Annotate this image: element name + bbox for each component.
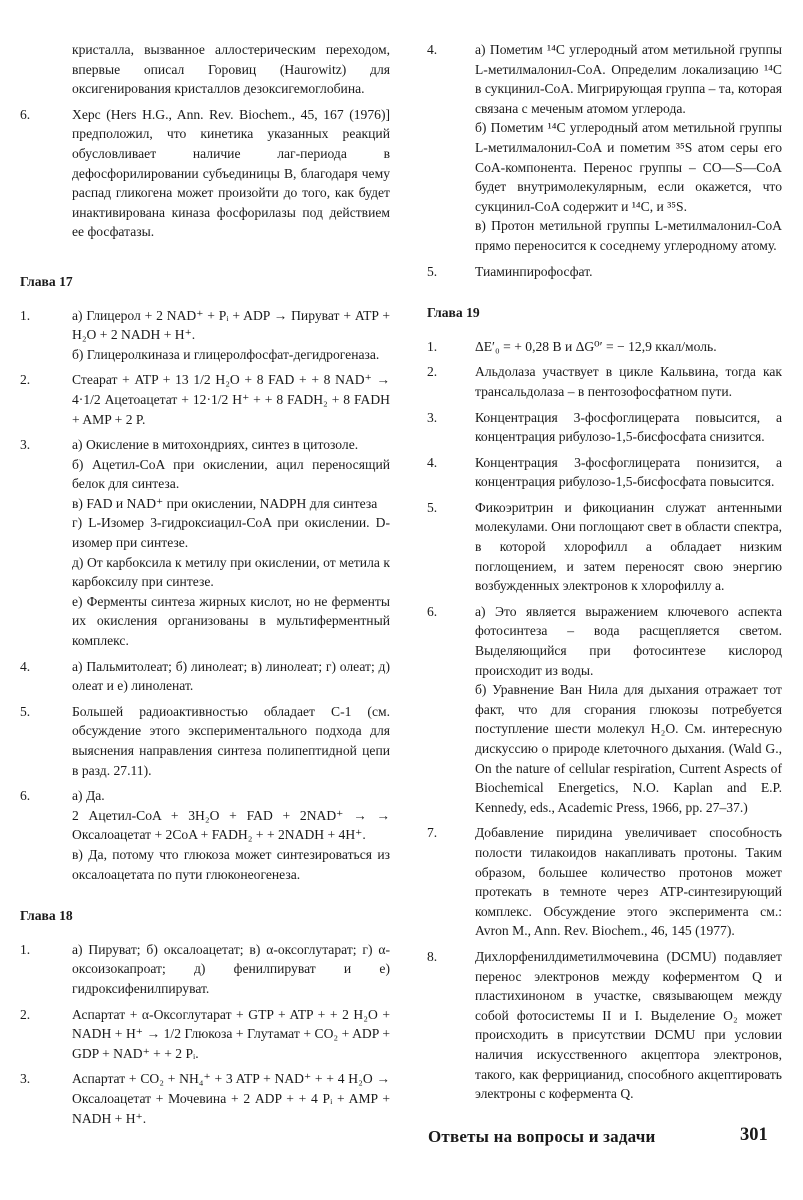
answer-number: 4. [427, 454, 438, 470]
answer-body [475, 602, 782, 818]
answer-paragraph: Добавление пиридина увеличивает способность полости тилакоидов накапливать протоны. Таким образом, большее количество протонов может протекать в темноте через ATP-синтезирующий комплекс. Обсуждение этого эксперимента см.: Avron M., Ann. Rev. Biochem., 46, 145 (1977). [475, 825, 782, 939]
continued-answer-text: кристалла, вызванное аллостерическим переходом, впервые описал Горовиц (Haurowitz) для оксигенирования кристаллов дезоксигемоглобина. [72, 42, 390, 97]
answer-number: 2. [20, 1006, 31, 1022]
answer-number: 7. [427, 825, 438, 841]
answer-number: 6. [20, 106, 31, 122]
answer-item [425, 408, 782, 447]
right-column [425, 40, 782, 1110]
answer-paragraph: а) Это является выражением ключевого аспекта фотосинтеза – вода расщепляется светом. Выделяющийся при фотосинтезе кислород происходит из воды. [475, 603, 782, 678]
answer-number: 5. [427, 263, 438, 279]
answer-number: 3. [20, 1071, 31, 1087]
chapter-heading-19: Глава 19 [427, 305, 480, 321]
answer-paragraph: в) Да, потому что глюкоза может синтезироваться из оксалоацетата по пути глюконеогенеза. [72, 846, 390, 882]
answer-body [72, 940, 390, 999]
answer-paragraph: Большей радиоактивностью обладает C-1 (см. обсуждение этого экспериментального подхода для выяснения направления синтеза полипептидной цепи в разд. 27.11). [72, 703, 390, 778]
answer-paragraph: Концентрация 3-фосфоглицерата повысится, а концентрация рибулозо-1,5-бисфосфата снизится. [475, 409, 782, 445]
answer-item [425, 262, 782, 282]
answer-body [475, 408, 782, 447]
answer-number: 5. [427, 499, 438, 515]
chapter-heading-18: Глава 18 [20, 908, 73, 924]
answer-paragraph: а) Пометим ¹⁴C углеродный атом метильной группы L-метилмалонил-CoA. Определим локализацию ¹⁴C в сукцинил-CoA. Мигрирующая группа – та, которая связана с меченым атомом углерода. [475, 42, 782, 116]
answer-paragraph: б) Уравнение Ван Нила для дыхания отражает тот факт, что для сгорания глюкозы потребуется поступление шести молекул H₂O. См. интересную дискуссию о природе клеточного дыхания. (Wald G., On the nature of cellular respiration, Current Aspects of Biochemical Energetics, N.O. Kaplan and E.P. Kennedy, eds., Academic Press, 1966, pp. 27–37.) [475, 682, 782, 815]
answer-number: 3. [20, 437, 31, 453]
answer-body [72, 306, 390, 365]
answer-paragraph: Аспартат + α-Оксоглутарат + GTP + ATP + + 2 H₂O + NADH + H⁺ → 1/2 Глюкоза + Глутамат + CO₂ + ADP + GDP + NAD⁺ + + 2 Pᵢ. [72, 1006, 390, 1061]
answer-item [18, 657, 390, 696]
answer-paragraph: Концентрация 3-фосфоглицерата понизится, а концентрация рибулозо-1,5-бисфосфата повысится. [475, 454, 782, 490]
answer-number: 4. [427, 42, 438, 57]
answer-item [18, 105, 390, 242]
answer-item [18, 370, 390, 429]
answer-body [475, 40, 782, 256]
chapter-17-answers [18, 306, 390, 885]
chapter-18-answers [18, 940, 390, 1128]
answer-paragraph: г) L-Изомер 3-гидроксиацил-CoA при окислении. D-изомер при синтезе. [72, 515, 390, 551]
answer-paragraph: а) Глицерол + 2 NAD⁺ + Pᵢ + ADP → Пируват + ATP + H₂O + 2 NADH + H⁺. [72, 307, 390, 343]
answer-item [425, 823, 782, 941]
answer-paragraph: Аспартат + CO₂ + NH₄⁺ + 3 ATP + NAD⁺ + + 4 H₂O → Оксалоацетат + Мочевина + 2 ADP + + 4 Pᵢ + AMP + NADH + H⁺. [72, 1071, 390, 1126]
answer-item [425, 602, 782, 818]
chapter-19-answers [425, 337, 782, 1104]
answer-number: 1. [20, 307, 31, 323]
answer-body [72, 702, 390, 780]
answer-body [475, 498, 782, 596]
answer-number: 8. [427, 948, 438, 964]
answer-item [18, 940, 390, 999]
answer-number: 6. [20, 788, 31, 804]
answer-number: 2. [427, 364, 438, 380]
answer-paragraph: б) Пометим ¹⁴C углеродный атом метильной группы L-метилмалонил-CoA и пометим ³⁵S атом серы его CoA-компонента. Перенос группы – CO—S—CoA будет внутримолекулярным, если окажется, что сукцинил-CoA содержит и ¹⁴C, и ³⁵S. [475, 120, 782, 214]
answer-body [475, 362, 782, 401]
answer-paragraph: в) Протон метильной группы L-метилмалонил-CoA прямо переносится к соседнему углеродному атому. [475, 218, 782, 253]
answer-item [18, 702, 390, 780]
answer-body [72, 786, 390, 884]
page-number: 301 [740, 1125, 768, 1145]
answer-paragraph: а) Пируват; б) оксалоацетат; в) α-оксоглутарат; г) α-оксоизокапроат; д) фенилпируват и е) гидроксифенилпируват. [72, 941, 390, 996]
answer-paragraph: е) Ферменты синтеза жирных кислот, но не ферменты их окисления организованы в мультиферментный комплекс. [72, 593, 390, 649]
answer-body [475, 453, 782, 492]
left-column [18, 40, 390, 1134]
answer-body [72, 370, 390, 429]
answer-paragraph: Тиаминпирофосфат. [475, 263, 593, 279]
answer-body [72, 657, 390, 696]
answer-body [475, 947, 782, 1104]
answer-paragraph: а) Пальмитолеат; б) линолеат; в) линолеат; г) олеат; д) олеат и е) линоленат. [72, 658, 390, 694]
chapter-heading-17: Глава 17 [20, 273, 73, 289]
answer-paragraph: Фикоэритрин и фикоцианин служат антенными молекулами. Они поглощают свет в области спектра, в которой хлорофилл a обладает низким поглощением, и затем переносят свою энергию возбужденных электронов к хлорофиллу a. [475, 499, 782, 594]
answer-paragraph: 2 Ацетил-CoA + 3H₂O + FAD + 2NAD⁺ → → Оксалоацетат + 2CoA + FADH₂ + + 2NADH + 4H⁺. [72, 807, 390, 843]
answer-paragraph: б) Ацетил-CoA при окислении, ацил переносящий белок для синтеза. [72, 456, 390, 492]
answer-number: 1. [427, 338, 438, 354]
running-footer-title: Ответы на вопросы и задачи [428, 1127, 656, 1146]
answer-body [72, 1069, 390, 1128]
answer-item [425, 362, 782, 401]
answer-body [72, 1005, 390, 1064]
answer-item [18, 1005, 390, 1064]
answer-paragraph: ΔE′₀ = + 0,28 В и ΔG⁰′ = − 12,9 ккал/моль. [475, 338, 717, 354]
answer-item [18, 435, 390, 651]
answer-paragraph: а) Окисление в митохондриях, синтез в цитозоле. [72, 437, 359, 453]
answer-item [425, 498, 782, 596]
answer-paragraph: Альдолаза участвует в цикле Кальвина, тогда как трансальдолаза – в пентозофосфатном пути. [475, 364, 782, 399]
chapter-18-answers-continued [425, 40, 782, 281]
answer-text: Херс (Hers H.G., Ann. Rev. Biochem., 45, 167 (1976)] предположил, что кинетика указанных реакций обусловливает наличие лаг-периода в дефосфорилировании субъединицы B, благодаря чему распад гликогена может произойти до того, как будет инактивирована киназа фосфорилазы под действием ее фосфатазы. [72, 106, 390, 240]
answer-paragraph: б) Глицеролкиназа и глицеролфосфат-дегидрогеназа. [72, 346, 380, 362]
answer-paragraph: в) FAD и NAD⁺ при окислении, NADPH для синтеза [72, 495, 378, 511]
answer-body [72, 435, 390, 651]
answer-paragraph: Стеарат + ATP + 13 1/2 H₂O + 8 FAD + + 8 NAD⁺ → 4·1/2 Ацетоацетат + 12·1/2 H⁺ + + 8 FADH₂ + 8 FADH + AMP + 2 P. [72, 372, 390, 427]
answer-item [18, 306, 390, 365]
answer-item [425, 947, 782, 1104]
answer-number: 6. [427, 603, 438, 619]
answer-number: 4. [20, 658, 31, 674]
answer-body [475, 337, 782, 357]
answer-number: 1. [20, 941, 31, 957]
answer-item [425, 337, 782, 357]
answer-number: 5. [20, 703, 31, 719]
answer-paragraph: д) От карбоксила к метилу при окислении, от метила к карбоксилу при синтезе. [72, 554, 390, 590]
answer-number: 3. [427, 409, 438, 425]
answer-item [18, 1069, 390, 1128]
answer-paragraph: Дихлорфенилдиметилмочевина (DCMU) подавляет перенос электронов между коферментом Q и пластихиноном в участке, связывающем между собой фотосистемы II и I. Выделение O₂ может происходить в присутствии DCMU при условии наличия искусственного акцептора электронов, такого, как феррицианид, способного акцептировать электроны с кофермента Q. [475, 948, 782, 1102]
answer-number: 2. [20, 372, 31, 388]
answer-item [18, 786, 390, 884]
answer-body [475, 823, 782, 941]
answer-body [475, 262, 782, 282]
answer-item [425, 453, 782, 492]
answer-item [425, 40, 782, 256]
answer-paragraph: а) Да. [72, 788, 105, 804]
